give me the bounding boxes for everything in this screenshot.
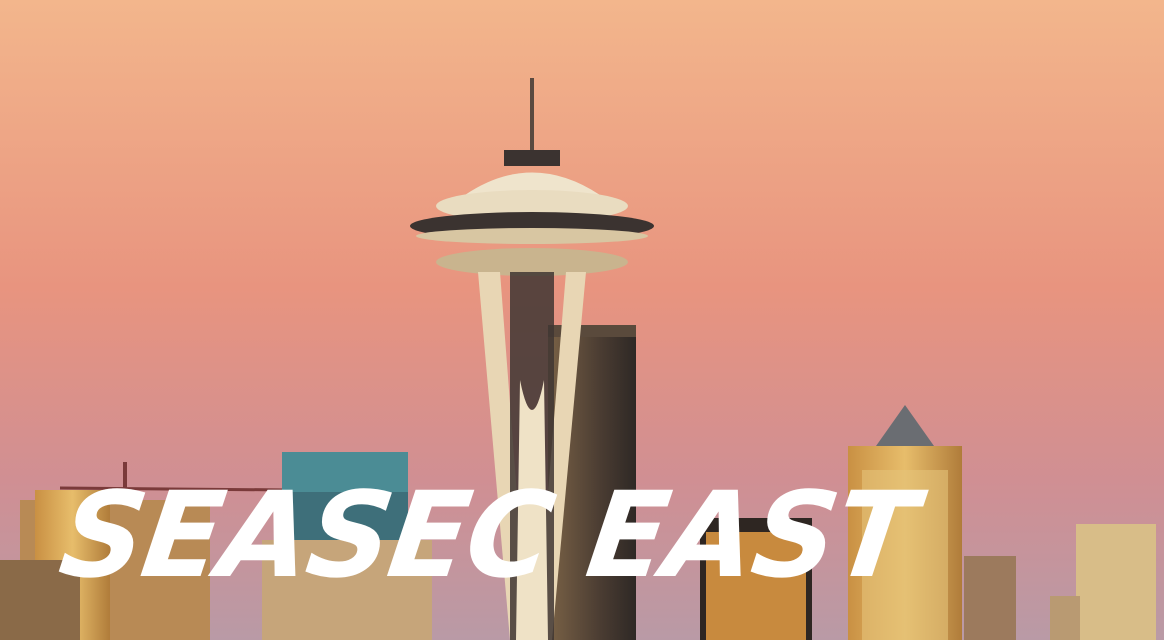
headline-text: SEASEC EAST bbox=[52, 466, 923, 605]
right-building-2 bbox=[964, 556, 1016, 640]
